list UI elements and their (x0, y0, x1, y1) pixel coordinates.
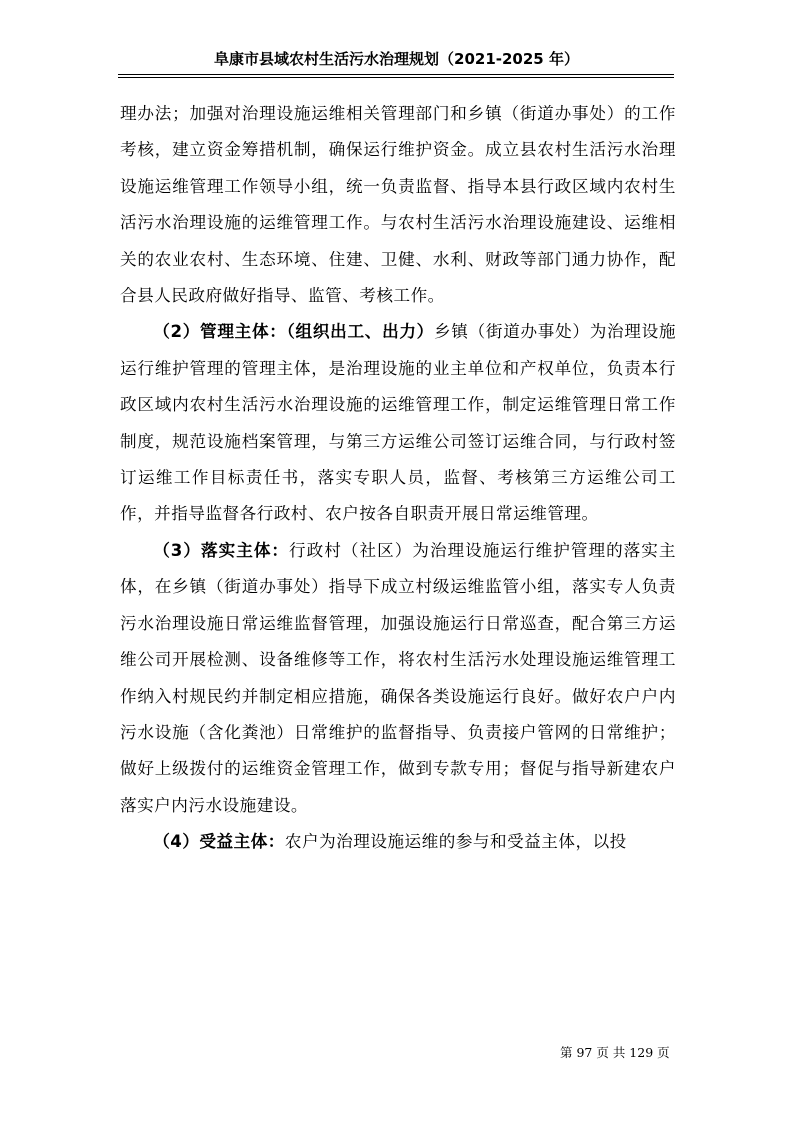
header-rule-thick (118, 77, 674, 78)
paragraph-text: 乡镇（街道办事处）为治理设施运行维护管理的管理主体，是治理设施的业主单位和产权单位，负责本行政区域内农村生活污水治理设施的运维管理工作，制定运维管理日常工作制度，规范设施档案管理，与第三方运维公司签订运维合同，与行政村签订运维工作目标责任书，落实专职人员，监督、考核第三方运维公司工作，并指导监督各行政村、农户按各自职责开展日常运维管理。 (120, 322, 677, 524)
running-header-title: 阜康市县域农村生活污水治理规划（2021-2025 年） (214, 50, 579, 68)
paragraph-2 (120, 314, 676, 532)
paragraph-lead: （2）管理主体：（组织出工、出力） (153, 322, 434, 342)
header-rule-thin (118, 74, 674, 75)
paragraph-text: 行政村（社区）为治理设施运行维护管理的落实主体，在乡镇（街道办事处）指导下成立村级运维监管小组，落实专人负责污水治理设施日常运维监督管理，加强设施运行日常巡查，配合第三方运维公司开展检测、设备维修等工作，将农村生活污水处理设施运维管理工作纳入村规民约并制定相应措施，确保各类设施运行良好。做好农户户内污水设施（含化粪池）日常维护的监督指导、负责接户管网的日常维护；做好上级拨付的运维资金管理工作，做到专款专用；督促与指导新建农户落实户内污水设施建设。 (120, 540, 677, 815)
paragraph-lead: （3）落实主体： (153, 540, 290, 560)
body-text (120, 96, 676, 861)
paragraph-1 (120, 96, 676, 314)
paragraph-text: 农户为治理设施运维的参与和受益主体，以投 (284, 832, 627, 852)
paragraph-text: 理办法；加强对治理设施运维相关管理部门和乡镇（街道办事处）的工作考核，建立资金筹措机制，确保运行维护资金。成立县农村生活污水治理设施运维管理工作领导小组，统一负责监督、指导本县行政区域内农村生活污水治理设施的运维管理工作。与农村生活污水治理设施建设、运维相关的农业农村、生态环境、住建、卫健、水利、财政等部门通力协作，配合县人民政府做好指导、监管、考核工作。 (120, 104, 676, 306)
page-number-footer: 第 97 页 共 129 页 (560, 1045, 670, 1060)
paragraph-4 (120, 824, 676, 860)
paragraph-3 (120, 533, 676, 824)
paragraph-lead: （4）受益主体： (153, 832, 285, 852)
